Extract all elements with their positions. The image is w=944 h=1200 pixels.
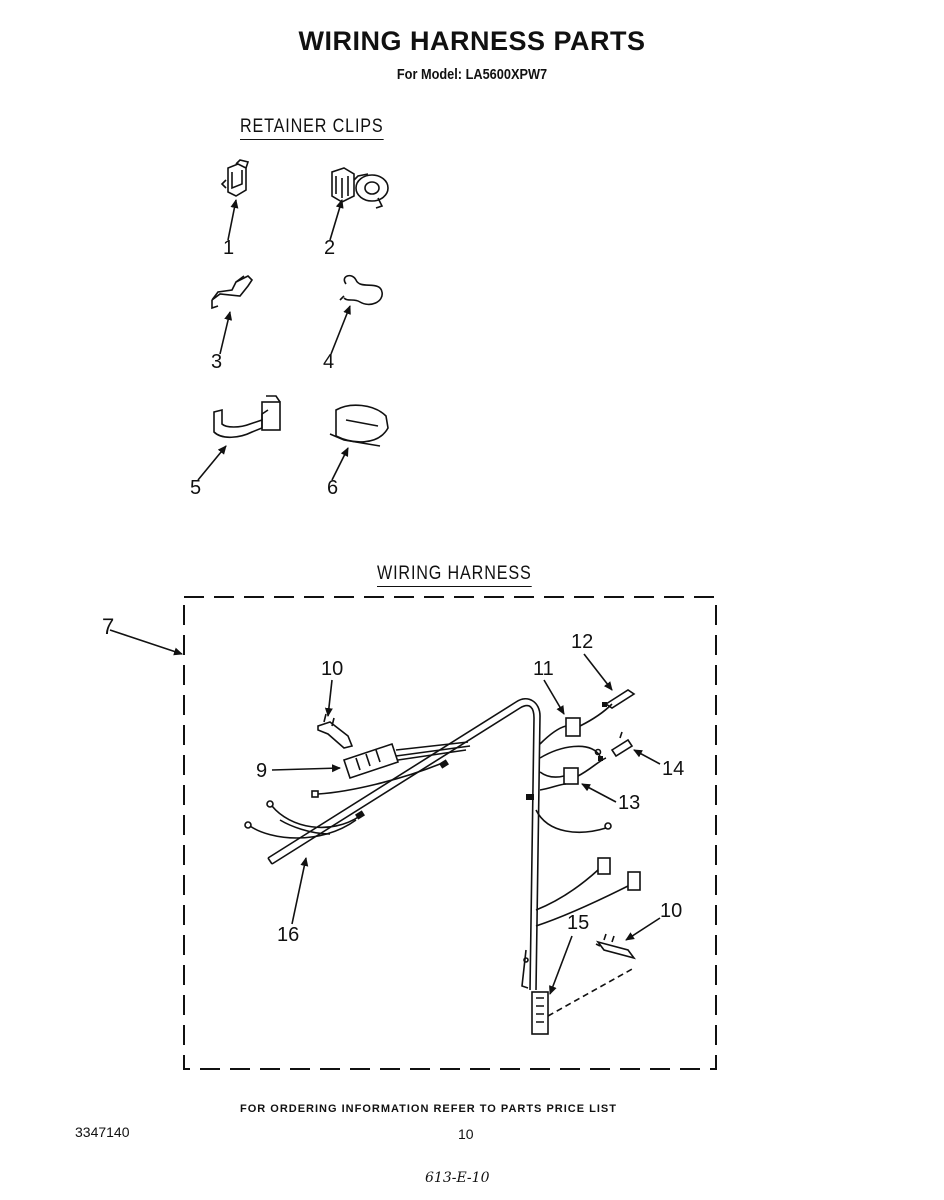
handwritten-code: 613-E-10: [425, 1170, 490, 1186]
callout-3: 3: [211, 351, 223, 373]
connector-9: [344, 742, 470, 778]
lower-connectors: [536, 858, 640, 926]
callout-13: 13: [618, 792, 641, 814]
terminal-10-top: [318, 714, 352, 748]
page-number: 10: [458, 1126, 474, 1142]
leader-12: [584, 654, 612, 690]
leader-1: [228, 200, 236, 240]
callout-12: 12: [571, 631, 594, 653]
leader-4: [331, 306, 350, 354]
callout-10-top: 10: [321, 658, 344, 680]
callout-7: 7: [102, 614, 115, 639]
leader-7: [110, 630, 182, 654]
callout-9: 9: [256, 760, 268, 782]
page-title: WIRING HARNESS PARTS: [298, 26, 646, 56]
leader-2: [330, 200, 342, 240]
retainer-clips-heading: RETAINER CLIPS: [240, 116, 384, 140]
leader-16: [292, 858, 306, 924]
leader-13: [582, 784, 616, 802]
connector-15: [532, 968, 634, 1034]
leader-6: [332, 448, 348, 480]
callout-15: 15: [567, 912, 590, 934]
retainer-clip-1: [222, 160, 248, 196]
model-subtitle: For Model: LA5600XPW7: [396, 66, 548, 83]
callout-4: 4: [323, 351, 335, 373]
document-number: 3347140: [75, 1124, 130, 1140]
connector-13: [540, 758, 606, 790]
leader-10-bottom: [626, 918, 660, 940]
leader-10-top: [328, 680, 332, 716]
leader-11: [544, 680, 564, 714]
retainer-clip-4: [340, 276, 382, 305]
callout-11: 11: [533, 658, 554, 680]
callout-5: 5: [190, 477, 202, 499]
leader-15: [550, 936, 572, 994]
terminal-14: [540, 732, 632, 761]
ordering-note: FOR ORDERING INFORMATION REFER TO PARTS PRICE LIST: [240, 1103, 617, 1115]
wiring-harness-heading: WIRING HARNESS: [377, 563, 532, 587]
leader-14: [634, 750, 660, 764]
retainer-clip-3: [212, 276, 252, 308]
connector-11: [540, 704, 612, 744]
leader-9: [272, 768, 340, 770]
callout-1: 1: [223, 237, 235, 259]
wiring-harness-assembly: [245, 654, 660, 1034]
leader-5: [198, 446, 226, 480]
retainer-clip-6: [330, 405, 388, 446]
retainer-clip-2: [332, 168, 388, 208]
leader-3: [220, 312, 230, 354]
retainer-clip-5: [214, 396, 280, 437]
callout-14: 14: [662, 758, 685, 780]
callout-6: 6: [327, 477, 339, 499]
callout-2: 2: [324, 237, 336, 259]
terminal-12: [602, 690, 634, 708]
callout-10-bottom: 10: [660, 900, 683, 922]
callout-16: 16: [277, 924, 300, 946]
